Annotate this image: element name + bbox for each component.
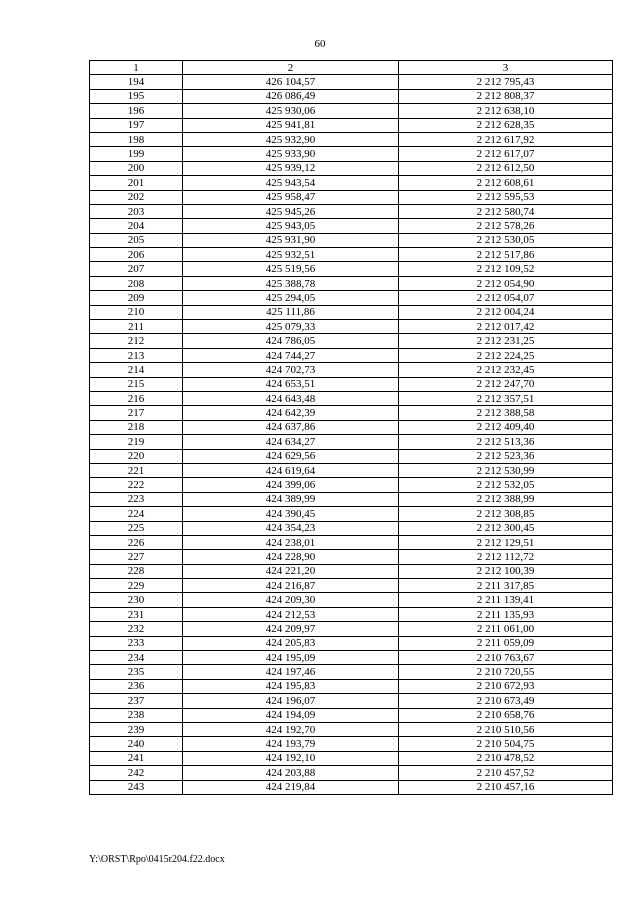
y-coordinate-cell: 2 212 595,53 xyxy=(399,190,613,204)
table-row xyxy=(90,737,613,751)
x-coordinate-cell: 425 943,05 xyxy=(183,219,399,233)
x-coordinate-cell: 424 228,90 xyxy=(183,550,399,564)
table-row xyxy=(90,377,613,391)
x-coordinate-cell: 424 634,27 xyxy=(183,435,399,449)
x-coordinate-cell: 424 205,83 xyxy=(183,636,399,650)
x-coordinate-cell: 424 238,01 xyxy=(183,535,399,549)
y-coordinate-cell: 2 210 510,56 xyxy=(399,722,613,736)
y-coordinate-cell: 2 212 308,85 xyxy=(399,507,613,521)
y-coordinate-cell: 2 210 763,67 xyxy=(399,651,613,665)
page-number: 60 xyxy=(314,38,326,50)
x-coordinate-cell: 424 196,07 xyxy=(183,694,399,708)
y-coordinate-cell: 2 210 673,49 xyxy=(399,694,613,708)
x-coordinate-cell: 424 389,99 xyxy=(183,492,399,506)
point-number-cell: 238 xyxy=(90,708,183,722)
x-coordinate-cell: 425 931,90 xyxy=(183,233,399,247)
table-row xyxy=(90,132,613,146)
x-coordinate-cell: 424 744,27 xyxy=(183,348,399,362)
x-coordinate-cell: 424 219,84 xyxy=(183,780,399,794)
point-number-cell: 211 xyxy=(90,320,183,334)
x-coordinate-cell: 424 629,56 xyxy=(183,449,399,463)
x-coordinate-cell: 424 209,97 xyxy=(183,622,399,636)
x-coordinate-cell: 425 958,47 xyxy=(183,190,399,204)
x-coordinate-cell: 425 519,56 xyxy=(183,262,399,276)
footer-file-path: Y:\ORST\Rpo\0415r204.f22.docx xyxy=(89,854,225,865)
x-coordinate-cell: 424 619,64 xyxy=(183,463,399,477)
coordinates-table xyxy=(89,60,613,795)
point-number-cell: 231 xyxy=(90,607,183,621)
y-coordinate-cell: 2 212 530,99 xyxy=(399,463,613,477)
point-number-cell: 242 xyxy=(90,766,183,780)
table-row xyxy=(90,420,613,434)
table-row xyxy=(90,607,613,621)
x-coordinate-cell: 424 399,06 xyxy=(183,478,399,492)
point-number-cell: 214 xyxy=(90,363,183,377)
y-coordinate-cell: 2 212 617,07 xyxy=(399,147,613,161)
y-coordinate-cell: 2 212 409,40 xyxy=(399,420,613,434)
point-number-cell: 196 xyxy=(90,104,183,118)
table-row xyxy=(90,593,613,607)
table-row xyxy=(90,751,613,765)
x-coordinate-cell: 424 209,30 xyxy=(183,593,399,607)
table-row xyxy=(90,89,613,103)
table-row xyxy=(90,780,613,794)
table-row xyxy=(90,219,613,233)
point-number-cell: 206 xyxy=(90,248,183,262)
y-coordinate-cell: 2 212 580,74 xyxy=(399,204,613,218)
y-coordinate-cell: 2 211 139,41 xyxy=(399,593,613,607)
table-row xyxy=(90,564,613,578)
table-header-row xyxy=(90,61,613,75)
column-header-1: 1 xyxy=(90,61,183,75)
table-row xyxy=(90,722,613,736)
x-coordinate-cell: 426 086,49 xyxy=(183,89,399,103)
x-coordinate-cell: 425 945,26 xyxy=(183,204,399,218)
x-coordinate-cell: 424 390,45 xyxy=(183,507,399,521)
x-coordinate-cell: 424 212,53 xyxy=(183,607,399,621)
y-coordinate-cell: 2 210 457,16 xyxy=(399,780,613,794)
y-coordinate-cell: 2 212 608,61 xyxy=(399,176,613,190)
table-row xyxy=(90,651,613,665)
y-coordinate-cell: 2 212 523,36 xyxy=(399,449,613,463)
y-coordinate-cell: 2 212 513,36 xyxy=(399,435,613,449)
table-row xyxy=(90,161,613,175)
y-coordinate-cell: 2 212 517,86 xyxy=(399,248,613,262)
y-coordinate-cell: 2 212 578,26 xyxy=(399,219,613,233)
x-coordinate-cell: 424 195,83 xyxy=(183,679,399,693)
point-number-cell: 194 xyxy=(90,75,183,89)
table-row xyxy=(90,118,613,132)
table-row xyxy=(90,694,613,708)
table-row xyxy=(90,291,613,305)
y-coordinate-cell: 2 212 388,58 xyxy=(399,406,613,420)
y-coordinate-cell: 2 212 357,51 xyxy=(399,391,613,405)
x-coordinate-cell: 424 653,51 xyxy=(183,377,399,391)
point-number-cell: 216 xyxy=(90,391,183,405)
table-row xyxy=(90,248,613,262)
y-coordinate-cell: 2 212 628,35 xyxy=(399,118,613,132)
table-row xyxy=(90,348,613,362)
x-coordinate-cell: 424 354,23 xyxy=(183,521,399,535)
y-coordinate-cell: 2 212 232,45 xyxy=(399,363,613,377)
point-number-cell: 199 xyxy=(90,147,183,161)
x-coordinate-cell: 424 786,05 xyxy=(183,334,399,348)
point-number-cell: 208 xyxy=(90,276,183,290)
x-coordinate-cell: 425 932,90 xyxy=(183,132,399,146)
table-row xyxy=(90,463,613,477)
y-coordinate-cell: 2 212 247,70 xyxy=(399,377,613,391)
y-coordinate-cell: 2 212 054,90 xyxy=(399,276,613,290)
point-number-cell: 198 xyxy=(90,132,183,146)
y-coordinate-cell: 2 212 054,07 xyxy=(399,291,613,305)
point-number-cell: 226 xyxy=(90,535,183,549)
x-coordinate-cell: 424 216,87 xyxy=(183,579,399,593)
table-row xyxy=(90,665,613,679)
point-number-cell: 240 xyxy=(90,737,183,751)
point-number-cell: 221 xyxy=(90,463,183,477)
point-number-cell: 230 xyxy=(90,593,183,607)
point-number-cell: 232 xyxy=(90,622,183,636)
x-coordinate-cell: 424 203,88 xyxy=(183,766,399,780)
y-coordinate-cell: 2 212 530,05 xyxy=(399,233,613,247)
y-coordinate-cell: 2 210 457,52 xyxy=(399,766,613,780)
y-coordinate-cell: 2 211 317,85 xyxy=(399,579,613,593)
y-coordinate-cell: 2 212 017,42 xyxy=(399,320,613,334)
table-row xyxy=(90,478,613,492)
x-coordinate-cell: 425 111,86 xyxy=(183,305,399,319)
y-coordinate-cell: 2 212 300,45 xyxy=(399,521,613,535)
table-row xyxy=(90,579,613,593)
point-number-cell: 204 xyxy=(90,219,183,233)
point-number-cell: 233 xyxy=(90,636,183,650)
x-coordinate-cell: 424 221,20 xyxy=(183,564,399,578)
y-coordinate-cell: 2 210 504,75 xyxy=(399,737,613,751)
table-row xyxy=(90,449,613,463)
table-row xyxy=(90,406,613,420)
y-coordinate-cell: 2 212 231,25 xyxy=(399,334,613,348)
table-row xyxy=(90,75,613,89)
point-number-cell: 203 xyxy=(90,204,183,218)
x-coordinate-cell: 424 637,86 xyxy=(183,420,399,434)
x-coordinate-cell: 425 388,78 xyxy=(183,276,399,290)
point-number-cell: 219 xyxy=(90,435,183,449)
point-number-cell: 220 xyxy=(90,449,183,463)
table-row xyxy=(90,435,613,449)
point-number-cell: 243 xyxy=(90,780,183,794)
table-row xyxy=(90,622,613,636)
y-coordinate-cell: 2 212 808,37 xyxy=(399,89,613,103)
x-coordinate-cell: 426 104,57 xyxy=(183,75,399,89)
y-coordinate-cell: 2 210 478,52 xyxy=(399,751,613,765)
x-coordinate-cell: 424 197,46 xyxy=(183,665,399,679)
point-number-cell: 228 xyxy=(90,564,183,578)
x-coordinate-cell: 424 192,10 xyxy=(183,751,399,765)
y-coordinate-cell: 2 210 658,76 xyxy=(399,708,613,722)
point-number-cell: 235 xyxy=(90,665,183,679)
point-number-cell: 227 xyxy=(90,550,183,564)
table-row xyxy=(90,492,613,506)
point-number-cell: 205 xyxy=(90,233,183,247)
point-number-cell: 202 xyxy=(90,190,183,204)
table-row xyxy=(90,176,613,190)
y-coordinate-cell: 2 212 224,25 xyxy=(399,348,613,362)
x-coordinate-cell: 424 195,09 xyxy=(183,651,399,665)
x-coordinate-cell: 425 079,33 xyxy=(183,320,399,334)
y-coordinate-cell: 2 210 672,93 xyxy=(399,679,613,693)
point-number-cell: 213 xyxy=(90,348,183,362)
point-number-cell: 229 xyxy=(90,579,183,593)
point-number-cell: 215 xyxy=(90,377,183,391)
point-number-cell: 237 xyxy=(90,694,183,708)
table-row xyxy=(90,334,613,348)
column-header-3: 3 xyxy=(399,61,613,75)
point-number-cell: 195 xyxy=(90,89,183,103)
table-row xyxy=(90,147,613,161)
point-number-cell: 217 xyxy=(90,406,183,420)
table-row xyxy=(90,190,613,204)
x-coordinate-cell: 424 194,09 xyxy=(183,708,399,722)
table-row xyxy=(90,521,613,535)
table-row xyxy=(90,320,613,334)
table-row xyxy=(90,233,613,247)
table-row xyxy=(90,204,613,218)
y-coordinate-cell: 2 212 617,92 xyxy=(399,132,613,146)
x-coordinate-cell: 425 943,54 xyxy=(183,176,399,190)
table-row xyxy=(90,636,613,650)
table-row xyxy=(90,507,613,521)
x-coordinate-cell: 425 933,90 xyxy=(183,147,399,161)
y-coordinate-cell: 2 211 135,93 xyxy=(399,607,613,621)
y-coordinate-cell: 2 212 100,39 xyxy=(399,564,613,578)
point-number-cell: 197 xyxy=(90,118,183,132)
x-coordinate-cell: 425 930,06 xyxy=(183,104,399,118)
x-coordinate-cell: 425 939,12 xyxy=(183,161,399,175)
y-coordinate-cell: 2 212 388,99 xyxy=(399,492,613,506)
point-number-cell: 201 xyxy=(90,176,183,190)
point-number-cell: 222 xyxy=(90,478,183,492)
table-row xyxy=(90,550,613,564)
table-row xyxy=(90,535,613,549)
table-row xyxy=(90,766,613,780)
point-number-cell: 234 xyxy=(90,651,183,665)
table-row xyxy=(90,708,613,722)
x-coordinate-cell: 425 932,51 xyxy=(183,248,399,262)
y-coordinate-cell: 2 212 532,05 xyxy=(399,478,613,492)
y-coordinate-cell: 2 211 059,09 xyxy=(399,636,613,650)
x-coordinate-cell: 424 702,73 xyxy=(183,363,399,377)
y-coordinate-cell: 2 212 129,51 xyxy=(399,535,613,549)
point-number-cell: 209 xyxy=(90,291,183,305)
point-number-cell: 210 xyxy=(90,305,183,319)
table-row xyxy=(90,276,613,290)
table-row xyxy=(90,262,613,276)
x-coordinate-cell: 425 941,81 xyxy=(183,118,399,132)
y-coordinate-cell: 2 210 720,55 xyxy=(399,665,613,679)
point-number-cell: 241 xyxy=(90,751,183,765)
point-number-cell: 236 xyxy=(90,679,183,693)
point-number-cell: 200 xyxy=(90,161,183,175)
table-row xyxy=(90,679,613,693)
y-coordinate-cell: 2 212 109,52 xyxy=(399,262,613,276)
y-coordinate-cell: 2 212 112,72 xyxy=(399,550,613,564)
point-number-cell: 218 xyxy=(90,420,183,434)
column-header-2: 2 xyxy=(183,61,399,75)
x-coordinate-cell: 424 643,48 xyxy=(183,391,399,405)
y-coordinate-cell: 2 212 638,10 xyxy=(399,104,613,118)
point-number-cell: 223 xyxy=(90,492,183,506)
y-coordinate-cell: 2 211 061,00 xyxy=(399,622,613,636)
point-number-cell: 207 xyxy=(90,262,183,276)
table-row xyxy=(90,391,613,405)
x-coordinate-cell: 425 294,05 xyxy=(183,291,399,305)
y-coordinate-cell: 2 212 795,43 xyxy=(399,75,613,89)
table-row xyxy=(90,363,613,377)
table-row xyxy=(90,104,613,118)
y-coordinate-cell: 2 212 004,24 xyxy=(399,305,613,319)
point-number-cell: 224 xyxy=(90,507,183,521)
point-number-cell: 225 xyxy=(90,521,183,535)
y-coordinate-cell: 2 212 612,50 xyxy=(399,161,613,175)
x-coordinate-cell: 424 193,79 xyxy=(183,737,399,751)
table-row xyxy=(90,305,613,319)
x-coordinate-cell: 424 642,39 xyxy=(183,406,399,420)
point-number-cell: 212 xyxy=(90,334,183,348)
x-coordinate-cell: 424 192,70 xyxy=(183,722,399,736)
point-number-cell: 239 xyxy=(90,722,183,736)
